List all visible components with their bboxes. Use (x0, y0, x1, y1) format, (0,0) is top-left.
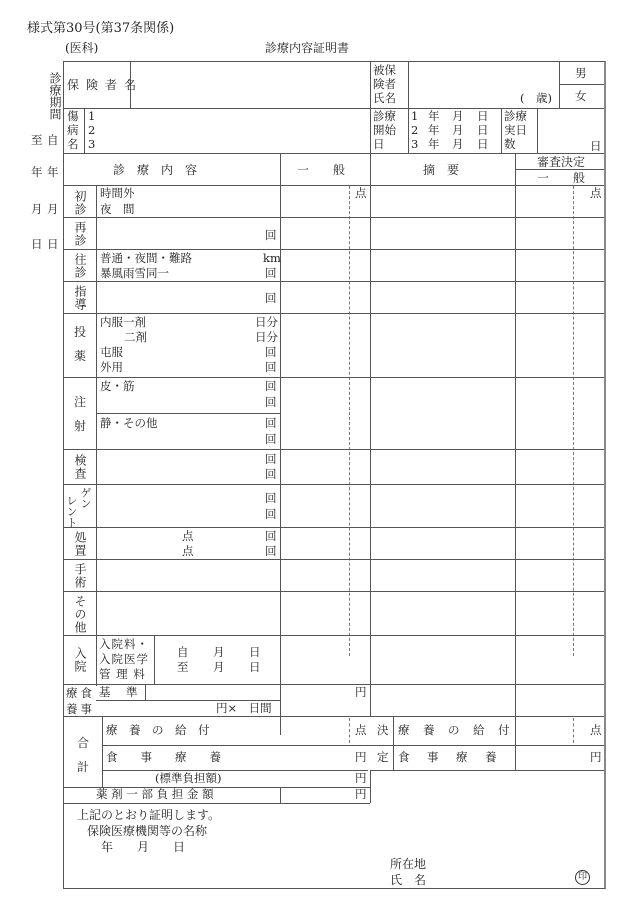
treatment-times-unit-1: 回 (265, 529, 277, 543)
medication-times-unit-2: 回 (265, 360, 277, 374)
decision-care-benefit: 療 養 の 給 付 (398, 723, 511, 737)
disease-names-field[interactable] (96, 109, 369, 152)
period-label: 診療期間 (48, 72, 62, 120)
hosp-from-month: 月 (213, 645, 225, 659)
decision-care-benefit-field[interactable] (516, 717, 603, 744)
hosp-to: 至 (177, 660, 189, 674)
col-general: 一 般 (297, 163, 346, 177)
exam-times-unit-2: 回 (265, 467, 277, 481)
col-review-general: 一 般 (537, 171, 586, 185)
row-label-total-1: 合 (77, 736, 90, 750)
total-meal-yen-unit: 円 (355, 750, 367, 764)
injection-times-unit-3: 回 (265, 416, 277, 430)
row-label-meal-2: 養事 (66, 702, 95, 716)
medication-points-field[interactable] (281, 314, 369, 376)
start-row-1-d: 日 (477, 109, 489, 123)
start-label-3: 日 (373, 137, 385, 151)
row-label-medication-2: 薬 (74, 349, 87, 363)
row-label-examination: 検査 (73, 454, 87, 480)
decision-meal-care: 食 事 療 養 (398, 750, 500, 764)
hosp-from-day: 日 (249, 645, 261, 659)
medication-item-1: 内服一剤 (100, 315, 146, 329)
medication-item-3: 屯服 (100, 345, 123, 359)
medication-times-unit-1: 回 (265, 345, 277, 359)
divider (63, 803, 370, 804)
row-label-medication-1: 投 (74, 325, 87, 339)
start-row-3-y: 年 (428, 137, 440, 151)
total-burden-yen-unit: 円 (355, 771, 367, 785)
xray-times-unit-2: 回 (265, 507, 277, 521)
meal-standard: 基 準 (99, 685, 140, 699)
other-points-field[interactable] (281, 592, 369, 634)
decision-label-1: 決 (377, 723, 389, 737)
row-label-xray-a: レント (65, 495, 78, 528)
row-label-xray-b: ゲン (79, 487, 92, 509)
decision-meal-care-field[interactable] (516, 746, 603, 769)
hosp-from: 自 (177, 645, 189, 659)
divider (96, 413, 280, 414)
hosp-fee-line-1: 入院料・ (99, 637, 149, 651)
insured-label-2: 険者 (373, 77, 396, 91)
insured-label-3: 氏名 (373, 91, 396, 105)
seal-icon: 印 (575, 870, 590, 885)
treatment-times-unit-2: 回 (265, 544, 277, 558)
row-label-home-visit: 往診 (73, 253, 87, 279)
period-to-year: 年 (31, 165, 43, 179)
row-label-revisit: 再診 (73, 221, 87, 247)
period-to: 至 (31, 133, 43, 147)
general-points-unit: 点 (355, 186, 367, 200)
start-row-2-y: 年 (428, 123, 440, 137)
row-label-total-2: 計 (77, 760, 90, 774)
divider (63, 153, 604, 154)
disease-num-2: 2 (88, 123, 96, 137)
period-to-month: 月 (31, 202, 43, 216)
certify-date: 年 月 日 (101, 840, 186, 854)
form-category: (医科) (65, 41, 99, 55)
row-label-guidance: 指導 (73, 285, 87, 311)
row-label-other: その他 (73, 595, 87, 634)
divider (145, 684, 146, 700)
row-label-hospitalization: 入院 (73, 647, 87, 673)
exam-times-unit-1: 回 (265, 452, 277, 466)
total-care-benefit: 療 養 の 給 付 (106, 723, 210, 737)
disease-num-1: 1 (88, 109, 96, 123)
medication-item-2: 二剤 (124, 330, 147, 344)
period-from-month: 月 (47, 202, 59, 216)
form-number: 様式第30号(第37条関係) (27, 21, 175, 36)
injection-times-unit-2: 回 (265, 395, 277, 409)
treatment-points-field[interactable] (281, 528, 369, 558)
decision-label-2: 定 (377, 750, 389, 764)
home-visit-km-unit: km (263, 251, 281, 265)
sex-female-option[interactable]: 女 (575, 89, 587, 103)
disease-label-2: 病 (67, 123, 79, 137)
row-label-surgery: 手術 (73, 563, 87, 589)
divider (96, 185, 97, 686)
drug-copay-field[interactable] (281, 788, 369, 802)
days-label-2: 実日 (504, 123, 527, 137)
home-visit-item-2: 暴風雨雪同一 (100, 266, 169, 280)
period-from: 自 (47, 133, 59, 147)
guidance-points-field[interactable] (281, 282, 369, 312)
row-label-first-visit: 初診 (73, 190, 87, 216)
period-from-day: 日 (47, 237, 59, 251)
divider (84, 108, 85, 153)
revisit-points-field[interactable] (281, 218, 369, 248)
treatment-points-unit-2: 点 (182, 544, 194, 558)
age-label: ( 歳) (520, 91, 552, 105)
guidance-times-unit: 回 (265, 291, 277, 305)
home-visit-points-field[interactable] (281, 250, 369, 280)
drug-copay-yen-unit: 円 (355, 787, 367, 801)
meal-calc: 円× 日間 (216, 701, 272, 715)
divider (370, 61, 371, 153)
start-row-3-n: 3 (411, 137, 419, 151)
injection-item-1: 皮・筋 (100, 379, 135, 393)
days-unit: 日 (590, 139, 602, 153)
total-points-unit: 点 (355, 723, 367, 737)
col-content: 診 療 内 容 (113, 163, 198, 177)
insurer-name-field[interactable] (131, 62, 368, 107)
surgery-points-field[interactable] (281, 560, 369, 590)
col-review: 審査決定 (537, 155, 586, 169)
row-label-meal-1: 療食 (66, 686, 95, 700)
start-row-3-m: 月 (452, 137, 464, 151)
days-label-3: 数 (504, 137, 516, 151)
start-label-1: 診療 (373, 109, 396, 123)
days-field[interactable] (538, 109, 603, 152)
institution-label: 保険医療機関等の名称 (87, 824, 208, 838)
injection-times-unit-4: 回 (265, 432, 277, 446)
divider (370, 153, 371, 716)
certify-text: 上記のとおり証明します。 (77, 808, 221, 822)
days-label-1: 診療 (504, 109, 527, 123)
start-label-2: 開始 (373, 123, 396, 137)
col-summary: 摘 要 (423, 163, 460, 177)
insurer-label: 保険者名 (67, 78, 144, 92)
first-visit-item-1: 時間外 (100, 186, 135, 200)
dashed-divider (573, 186, 574, 656)
row-label-treatment: 処置 (73, 531, 87, 557)
period-from-year: 年 (47, 165, 59, 179)
hosp-to-month: 月 (213, 660, 225, 674)
revisit-times-unit: 回 (265, 228, 277, 242)
xray-times-unit-1: 回 (265, 491, 277, 505)
sex-male-option[interactable]: 男 (575, 66, 587, 80)
medication-days-unit-1: 日分 (255, 315, 278, 329)
address-label: 所在地 (390, 857, 427, 871)
injection-points-field[interactable] (281, 378, 369, 448)
injection-item-2: 静・その他 (100, 416, 158, 430)
hosp-fee-line-2: 入院医学 (99, 652, 149, 666)
divider (154, 635, 155, 684)
injection-times-unit-1: 回 (265, 379, 277, 393)
start-row-2-d: 日 (477, 123, 489, 137)
divider (393, 716, 394, 770)
form-title: 診療内容証明書 (265, 41, 350, 55)
start-row-3-d: 日 (477, 137, 489, 151)
total-care-benefit-field[interactable] (281, 717, 369, 744)
home-visit-times-unit: 回 (265, 266, 277, 280)
divider (559, 84, 604, 85)
start-row-1-n: 1 (411, 109, 419, 123)
signer-name-label: 氏 名 (390, 873, 427, 887)
first-visit-item-2: 夜 間 (100, 202, 135, 216)
start-row-2-m: 月 (452, 123, 464, 137)
review-points-unit: 点 (590, 186, 602, 200)
first-visit-points-field[interactable] (281, 186, 369, 216)
start-row-1-y: 年 (428, 109, 440, 123)
divider (515, 169, 604, 170)
home-visit-item-1: 普通・夜間・難路 (100, 251, 192, 265)
divider (501, 108, 502, 153)
row-label-injection-2: 射 (74, 419, 87, 433)
medication-days-unit-2: 日分 (255, 330, 278, 344)
start-row-1-m: 月 (452, 109, 464, 123)
row-label-injection-1: 注 (74, 395, 87, 409)
disease-label-3: 名 (67, 137, 79, 151)
divider (370, 770, 604, 771)
hosp-to-day: 日 (249, 660, 261, 674)
disease-num-3: 3 (88, 137, 96, 151)
divider (515, 153, 516, 770)
drug-copay-label: 薬 剤 一 部 負 担 金 額 (96, 787, 214, 801)
divider (102, 716, 103, 787)
treatment-points-unit-1: 点 (182, 529, 194, 543)
divider (370, 770, 371, 803)
decision-yen-unit: 円 (590, 750, 602, 764)
total-standard-burden: (標準負担額) (155, 771, 222, 785)
period-to-day: 日 (31, 237, 43, 251)
hospitalization-points-field[interactable] (281, 636, 369, 683)
total-standard-burden-field[interactable] (281, 771, 369, 786)
signer-fields[interactable] (420, 856, 570, 886)
xray-points-field[interactable] (281, 485, 369, 526)
examination-points-field[interactable] (281, 450, 369, 483)
insured-label-1: 被保 (373, 63, 396, 77)
medication-item-4: 外用 (100, 360, 123, 374)
hosp-fee-line-3: 管 理 料 (99, 667, 146, 681)
start-row-2-n: 2 (411, 123, 419, 137)
total-meal-care-field[interactable] (281, 746, 369, 769)
decision-points-unit: 点 (590, 723, 602, 737)
disease-label: 傷 (67, 109, 79, 123)
meal-amount-field[interactable] (281, 685, 369, 715)
total-meal-care: 食 事 療 養 (106, 750, 221, 764)
meal-yen-unit: 円 (355, 685, 367, 699)
